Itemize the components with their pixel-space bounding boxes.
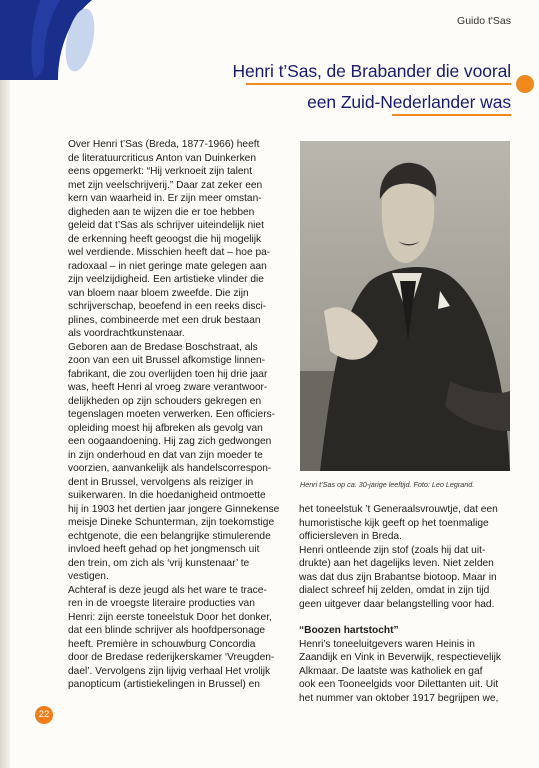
- text-line: wel verdiende. Misschien heeft dat – hoe pa-: [68, 247, 271, 258]
- text-line: een oogaandoening. Hij zag zich gedwongen: [68, 436, 272, 447]
- text-line: als voordrachtkunstenaar.: [68, 328, 185, 339]
- right-text-column: [299, 503, 511, 705]
- text-line: geen uitgever daar belangstelling voor had.: [299, 598, 495, 610]
- title-rule-bottom: [392, 114, 511, 116]
- portrait-photo: [300, 141, 510, 471]
- text-line: van bloem naar bloem zweefde. Die zijn: [68, 287, 249, 299]
- page-binding-edge: [0, 0, 10, 768]
- text-line: de erkenning heeft geoogst die hij mogelijk: [68, 233, 262, 245]
- left-text-column: [68, 138, 290, 692]
- text-line: tegenslagen moeten verwerken. Een officiers-: [68, 409, 276, 420]
- text-line: delijkheden op zijn schouders gekregen en: [68, 395, 262, 407]
- text-line: eens opgemerkt: “Hij verknoeit zijn talent: [68, 166, 253, 177]
- text-line: kern van waarheid in. Er zijn meer omstan-: [68, 193, 262, 204]
- text-line: den trein, om zich als ‘vrij kunstenaar’ te: [68, 557, 250, 569]
- text-line: humoristische kijk geeft op het toenmalige: [299, 517, 489, 529]
- text-line: door de Bredase rederijkerskamer ‘Vreugden-: [68, 652, 275, 663]
- text-line: radoxaal – in niet geringe mate gelegen aan: [68, 260, 267, 272]
- article-title-line-1: Henri t’Sas, de Brabander die vooral: [232, 61, 511, 81]
- text-line: echtgenote, die een belangrijke stimulerende: [68, 530, 271, 542]
- text-line: voorzien, aanvankelijk als handelscorrespon-: [68, 463, 272, 474]
- text-line: dent in Brussel, vervolgens als reiziger in: [68, 476, 254, 488]
- section-subheading: “Boozen hartstocht”: [299, 625, 399, 636]
- text-line: geleid dat t’Sas als schrijver uiteindelijk niet: [68, 220, 264, 231]
- author-name: Guido t'Sas: [457, 15, 511, 27]
- text-line: Henri ontleende zijn stof (zoals hij dat uit-: [299, 544, 486, 556]
- text-line: met zijn veelschrijverij.” Daar zat zeker een: [68, 179, 263, 191]
- text-line: fabrikant, die zou overlijden toen hij drie jaar: [68, 368, 268, 380]
- text-line: meisje Dineke Schunterman, zijn toekomstige: [68, 517, 275, 528]
- text-line: dael’. Vervolgens zijn lijvig verhaal Het vrolijk: [68, 665, 271, 677]
- text-line: vestigen.: [68, 571, 109, 582]
- text-line: schrijverschap, beoefend in een reeks disci-: [68, 301, 267, 312]
- text-line: zijn veelzijdigheid. Een artistieke vlinder die: [68, 274, 264, 285]
- text-line: was, heeft Henri al vroeg zware verantwoor-: [68, 382, 268, 393]
- text-line: het nummer van oktober 1917 begrijpen we,: [299, 692, 499, 704]
- text-line: Zaandijk en Vink in Beverwijk, respectievelijk: [299, 652, 501, 663]
- text-line: ren in de vroegste literaire producties van: [68, 598, 255, 609]
- text-line: plines, combineerde met een druk bestaan: [68, 314, 261, 326]
- paragraph-spacer: [299, 611, 511, 624]
- text-line: officiersleven in Breda.: [299, 531, 402, 542]
- text-line: panopticum (artistiekelingen in Brussel) en: [68, 679, 260, 690]
- text-line: suikerwaren. In die hoedanigheid ontmoette: [68, 490, 266, 501]
- title-rule-top: [246, 83, 511, 85]
- photo-caption: Henri t’Sas op ca. 30-jarige leeftijd. Foto: Leo Legrand.: [300, 480, 475, 489]
- text-line: Alkmaar. De laatste was katholiek en gaf: [299, 665, 483, 677]
- title-rule-dot: [516, 75, 534, 93]
- text-line: Achteraf is deze jeugd als het ware te trace-: [68, 584, 267, 596]
- text-line: in zijn onderhoud en dat van zijn moeder te: [68, 449, 263, 461]
- text-line: dat een blinde schrijver als hoofdpersonage: [68, 625, 266, 636]
- text-line: zoon van een uit Brussel afkomstige linnen-: [68, 355, 266, 366]
- text-line: Henri: zijn eerste toneelstuk Door het donker,: [68, 611, 272, 623]
- text-line: het toneelstuk ’t Generaalsvrouwtje, dat een: [299, 504, 498, 515]
- text-line: hij in 1903 het dertien jaar jongere Ginnekense: [68, 503, 280, 515]
- text-line: Henri’s toneeluitgevers waren Heinis in: [299, 638, 475, 650]
- text-line: Geboren aan de Bredase Boschstraat, als: [68, 341, 258, 353]
- text-line: drukte) aan het dagelijks leven. Niet zelden: [299, 558, 494, 569]
- text-line: Over Henri t’Sas (Breda, 1877-1966) heeft: [68, 139, 260, 150]
- text-line: digheden aan te wijzen die er toe hebben: [68, 206, 255, 218]
- article-title-line-2: een Zuid-Nederlander was: [307, 92, 511, 112]
- text-line: de literatuurcriticus Anton van Duinkerken: [68, 152, 257, 164]
- text-line: dialect schreef hij zelden, omdat in zijn tijd: [299, 585, 490, 596]
- magazine-logo-icon: [0, 0, 110, 90]
- text-line: heeft. Première in schouwburg Concordia: [68, 638, 256, 650]
- text-line: was dat dus zijn Brabantse biotoop. Maar in: [299, 571, 497, 583]
- page-number: 22: [35, 706, 53, 724]
- text-line: invloed heeft gehad op het jongmensch uit: [68, 544, 260, 555]
- text-line: ook een Tooneelgids voor Dilettanten uit. Uit: [299, 679, 499, 690]
- text-line: opleiding moest hij afbreken als gevolg van: [68, 422, 263, 434]
